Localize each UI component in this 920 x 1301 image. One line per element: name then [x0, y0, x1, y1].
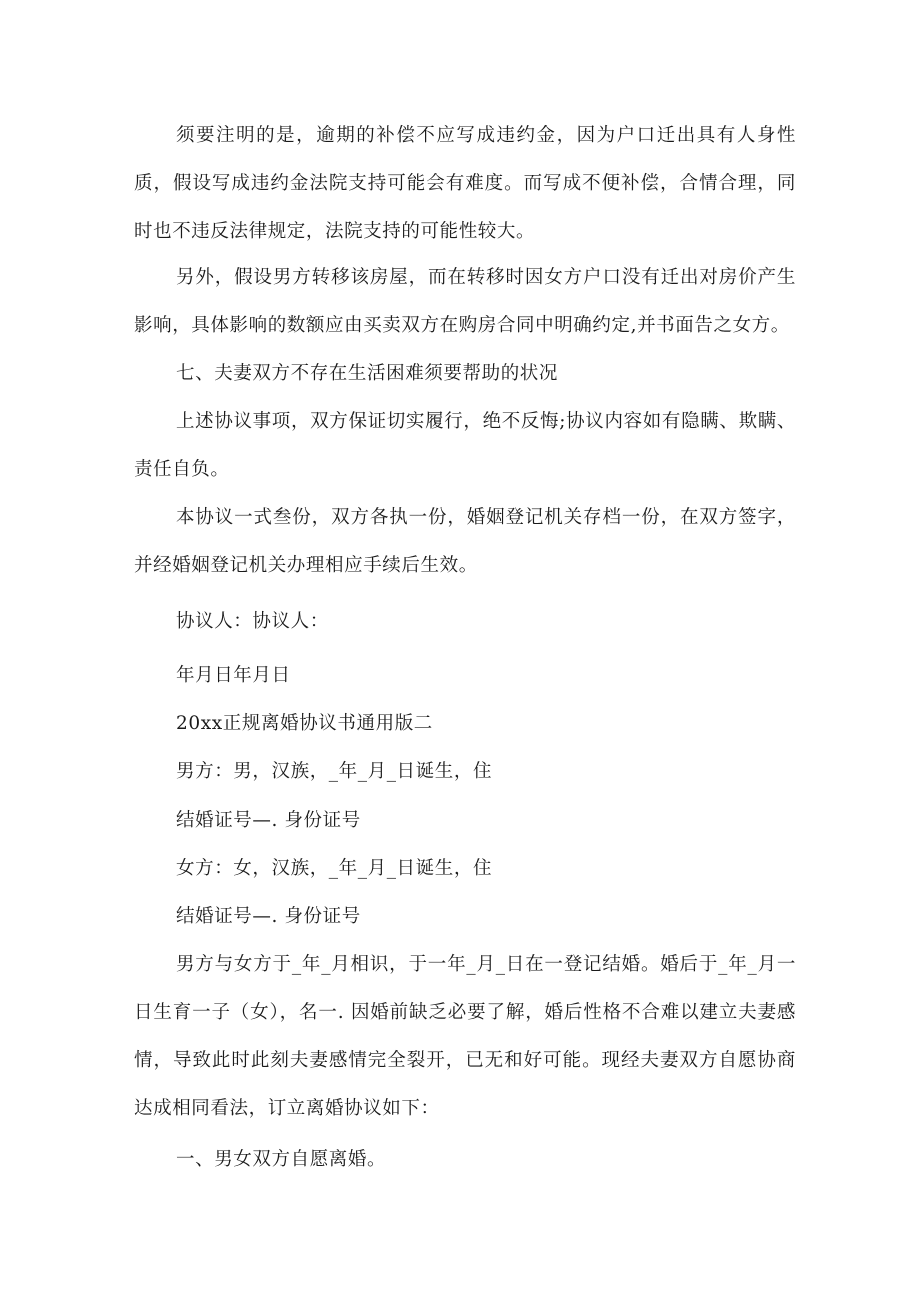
- wife-certificate: 结婚证号—. 身份证号: [176, 906, 361, 927]
- husband-certificate: 结婚证号—. 身份证号: [176, 810, 361, 831]
- paragraph-compensation-note: 须要注明的是，逾期的补偿不应写成违约金，因为户口迁出具有人身性质，假设写成违约金法院支持可能会有难度。而写成不便补偿，合情合理，同时也不违反法律规定，法院支持的可能性较大。: [134, 125, 796, 242]
- paragraph-copies: 本协议一式叁份，双方各执一份，婚姻登记机关存档一份，在双方签字，并经婚姻登记机关办理相应手续后生效。: [134, 507, 796, 576]
- husband-info: 男方：男，汉族，_年_月_日诞生，住: [176, 761, 493, 782]
- date-line: 年月日年月日: [176, 665, 291, 686]
- clause-one: 一、男女双方自愿离婚。: [176, 1149, 387, 1170]
- paragraph-house-transfer: 另外，假设男方转移该房屋，而在转移时因女方户口没有迁出对房价产生影响，具体影响的数额应由买卖双方在购房合同中明确约定,并书面告之女方。: [134, 267, 796, 336]
- signature-line: 协议人：协议人：: [176, 611, 329, 632]
- paragraph-guarantee: 上述协议事项，双方保证切实履行，绝不反悔;协议内容如有隐瞒、欺瞒、责任自负。: [134, 411, 796, 480]
- clause-seven: 七、夫妻双方不存在生活困难须要帮助的状况: [176, 363, 559, 384]
- section-title: 20xx正规离婚协议书通用版二: [176, 713, 433, 734]
- paragraph-marriage-history: 男方与女方于_年_月相识，于一年_月_日在一登记结婚。婚后于_年_月一日生育一子（女），名一. 因婚前缺乏必要了解，婚后性格不合难以建立夫妻感情，导致此时此刻夫妻感情完全裂开，已无和好可能。现经夫妻双方自愿协商达成相同看法，订立离婚协议如下：: [134, 954, 796, 1119]
- paragraph-guarantee-line1-wrap: [134, 398, 796, 494]
- wife-info: 女方：女，汉族，_年_月_日诞生，住: [176, 858, 493, 879]
